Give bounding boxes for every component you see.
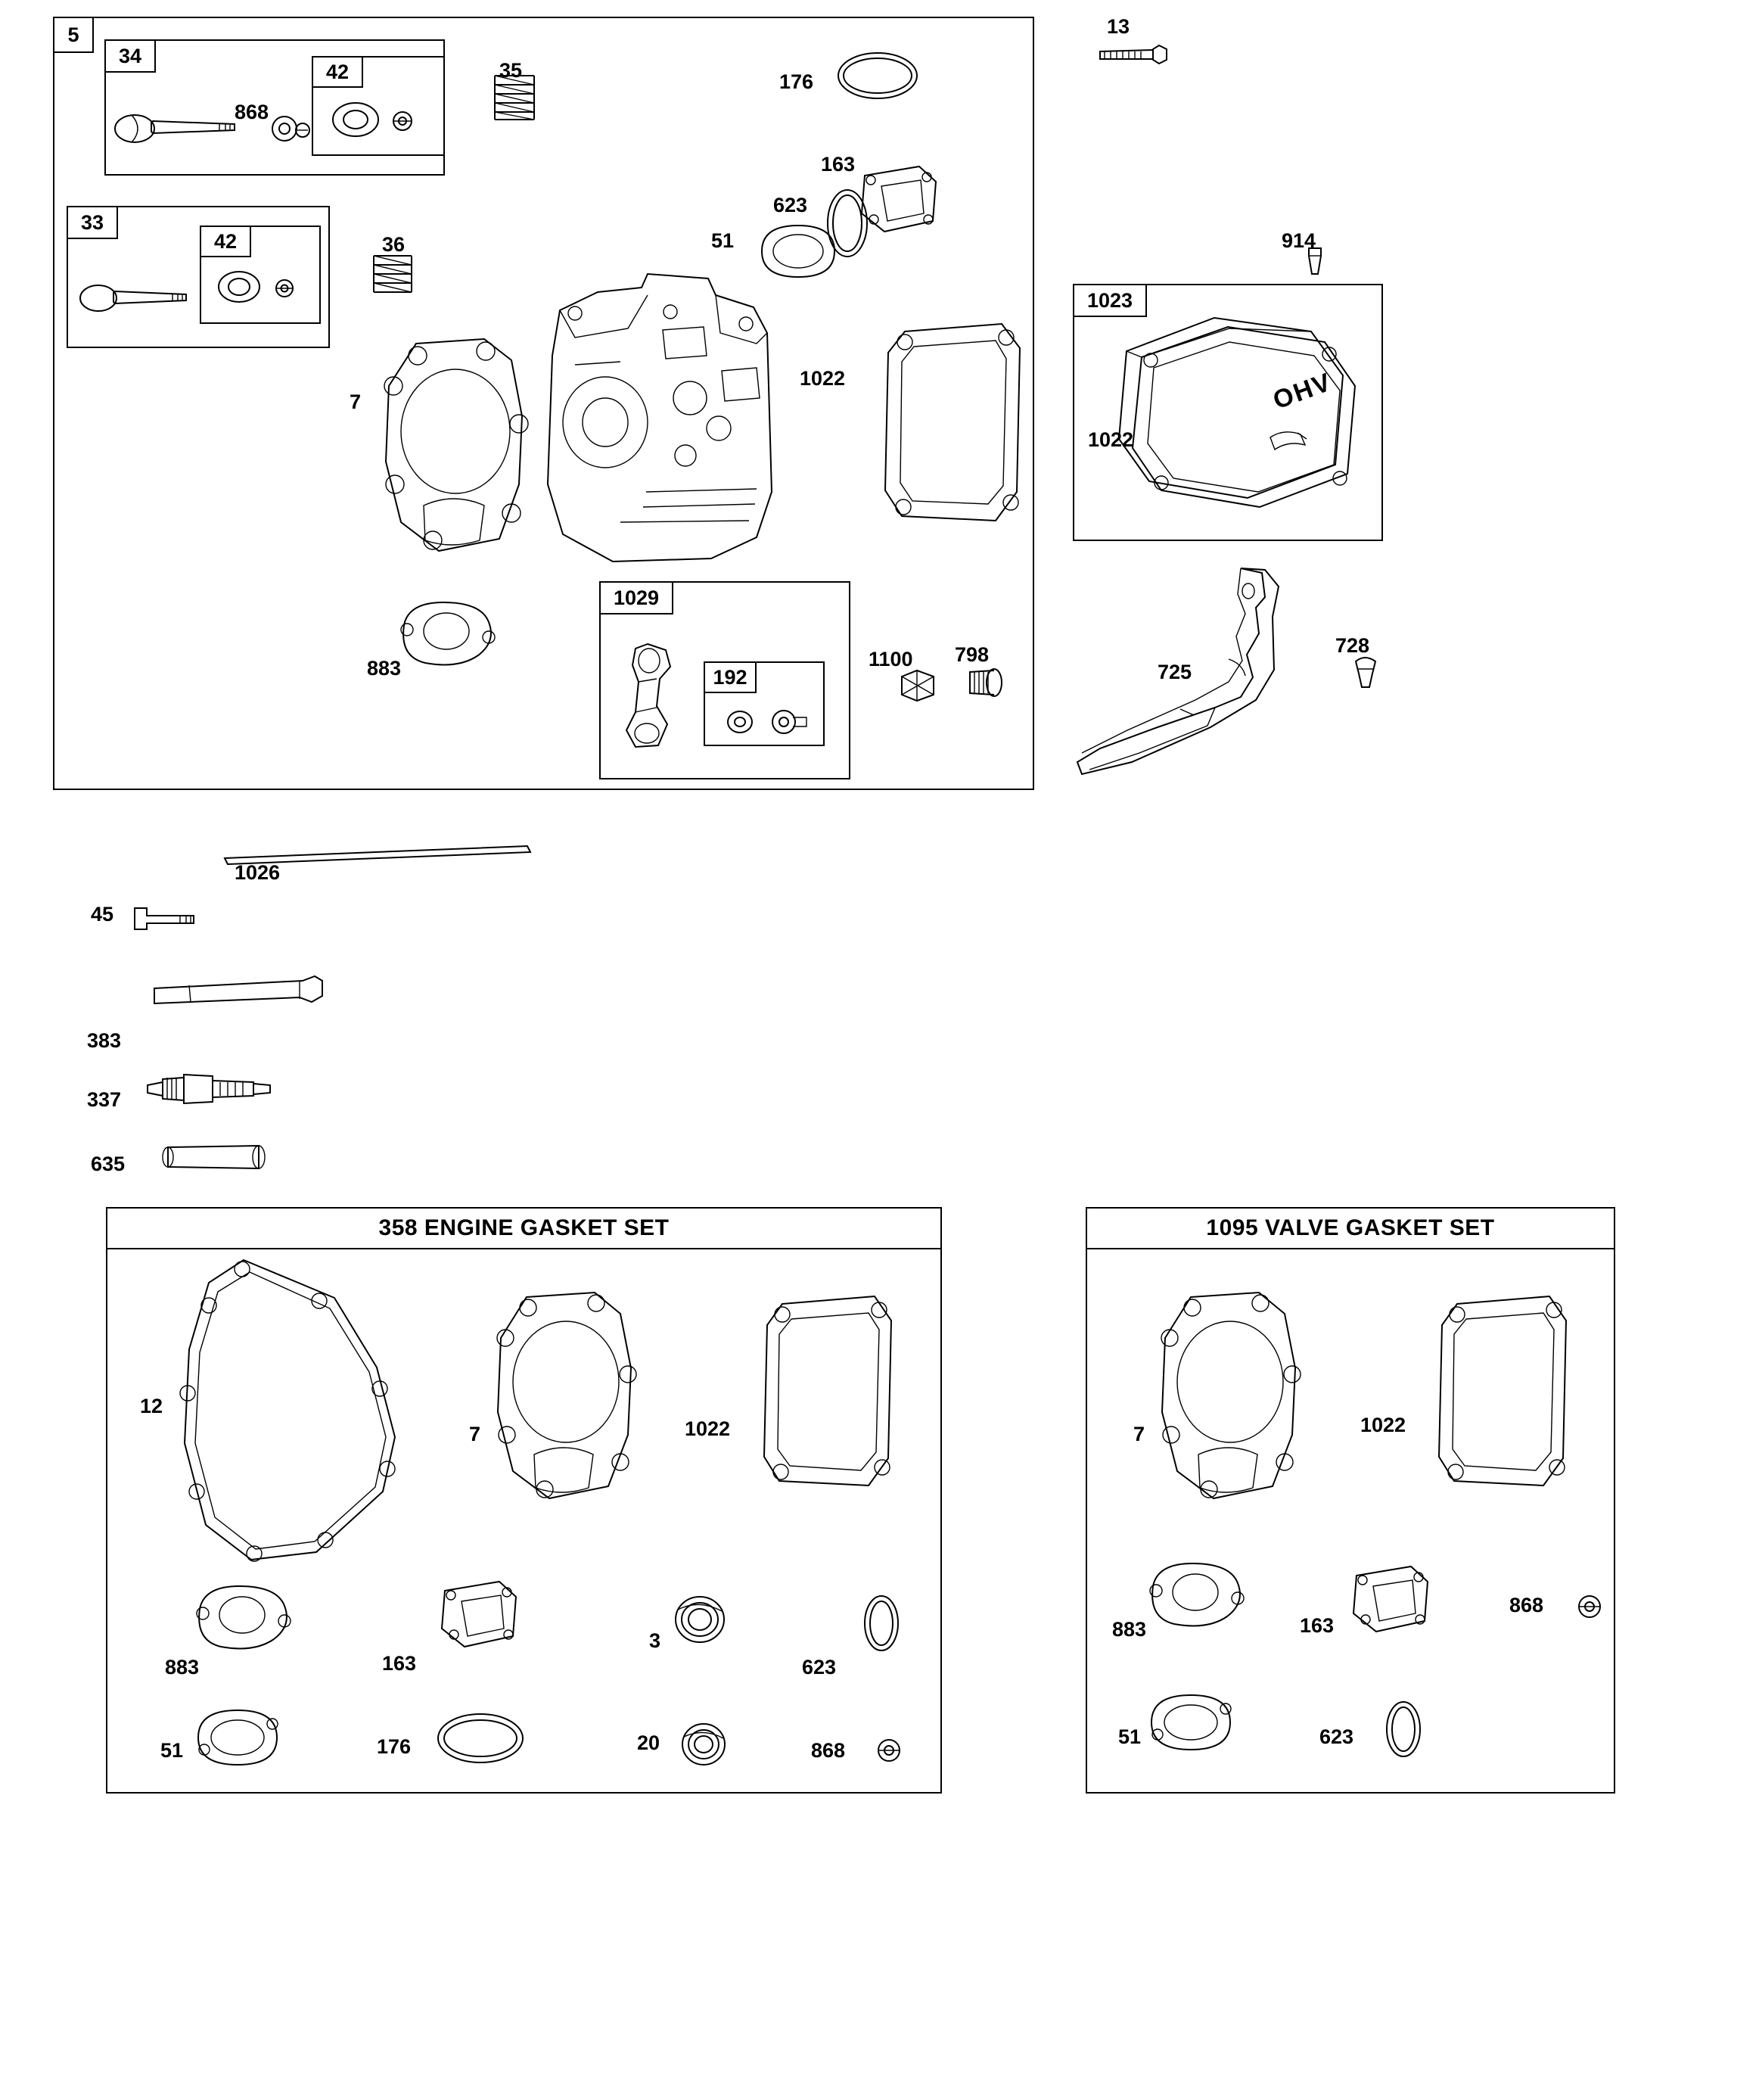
callout-176-set: 176 [377,1735,412,1758]
seal-623-set-art [855,1589,908,1657]
callout-798: 798 [955,643,990,666]
valve-cover-ohv-label: OHV [1269,367,1336,415]
callout-728: 728 [1335,634,1370,657]
callout-623-top: 623 [773,194,808,216]
spark-plug-337-art [140,1067,291,1112]
callout-868-valveset: 868 [1509,1594,1544,1616]
valve-seal-tag-a-label: 42 [325,60,350,83]
callout-7-top: 7 [350,390,362,413]
seal-623-valveset-art [1377,1695,1430,1763]
callout-163-top: 163 [821,153,856,176]
callout-868-top: 868 [235,101,269,123]
rocker-arm-tag-label: 1029 [613,586,660,609]
keeper-868-valveset-art [1572,1589,1607,1624]
oring-176-set-art [431,1706,530,1771]
nut-1100-art [891,664,944,707]
callout-883-set: 883 [165,1656,200,1678]
bolt-45-art [127,899,203,937]
oil-seal-20-art [673,1714,734,1775]
callout-13: 13 [1107,15,1130,38]
head-gasket-7-top-art [371,333,545,560]
callout-51-top: 51 [711,229,735,252]
gasket-51-set-art [189,1703,287,1775]
valve-cover-gasket-1022-set-art [757,1290,900,1495]
valve-gasket-set-title-label: 1095 VALVE GASKET SET [1206,1215,1495,1240]
callout-1022-head: 1022 [800,367,846,390]
callout-20: 20 [637,1731,660,1754]
callout-883-valveset: 883 [1112,1618,1147,1641]
valve-seal-tag-b [200,226,251,257]
valve-spring-36-art [365,250,421,303]
callout-1026: 1026 [235,861,281,884]
rocker-nut-tag [704,661,757,693]
head-gasket-7-set-art [484,1286,651,1506]
callout-383: 383 [87,1029,122,1052]
valve-cover-gasket-1022-valveset-art [1431,1290,1575,1495]
intake-valve-art [113,98,250,159]
callout-1022-cover: 1022 [1088,428,1134,451]
oring-176-art [832,45,923,106]
tube-383-art [144,969,333,1022]
callout-3: 3 [649,1629,661,1652]
callout-623-valveset: 623 [1319,1725,1354,1748]
callout-7-valveset: 7 [1133,1423,1145,1445]
callout-914: 914 [1282,229,1316,252]
callout-176-top: 176 [779,70,814,93]
callout-163-valveset: 163 [1300,1614,1335,1637]
callout-1022-valveset: 1022 [1360,1414,1406,1436]
callout-35: 35 [499,59,523,82]
oil-seal-3-art [666,1585,734,1654]
valve-cover-1023-art [1108,303,1381,515]
callout-635: 635 [91,1153,126,1175]
callout-868-set: 868 [811,1739,846,1762]
exhaust-valve-tag [67,206,118,239]
exhaust-valve-art [79,271,200,324]
callout-163-set: 163 [382,1652,417,1675]
callout-1022-set: 1022 [685,1417,731,1440]
gasket-163-set-art [431,1574,530,1657]
bolt-13-art [1089,39,1173,70]
valve-cover-tag-label: 1023 [1086,288,1133,312]
bolt-798-art [959,660,1012,705]
callout-623-set: 623 [802,1656,837,1678]
keeper-868-set-art [872,1733,906,1768]
sleeve-635-art [160,1138,281,1176]
valve-seal-a-art [327,95,433,144]
callout-12: 12 [140,1395,163,1417]
valve-seal-tag-b-label: 42 [213,229,238,253]
rocker-arm-1029-art [613,639,696,753]
callout-1100: 1100 [869,648,913,670]
valve-seal-tag-a [312,56,363,88]
callout-883-top: 883 [367,657,402,680]
valve-cover-gasket-1022-top-art [878,318,1029,530]
exhaust-valve-tag-label: 33 [80,210,104,234]
rocker-arm-tag [599,581,673,614]
intake-valve-tag [104,39,156,73]
gasket-883-set-art [189,1582,299,1650]
engine-gasket-set-title [106,1207,942,1249]
engine-gasket-set-title-label: 358 ENGINE GASKET SET [378,1215,670,1240]
gasket-883-top-art [393,598,503,666]
callout-725: 725 [1158,661,1192,683]
valve-keeper-868-art [266,110,312,148]
gasket-51-valveset-art [1142,1688,1241,1759]
gasket-163-valveset-art [1343,1559,1441,1642]
callout-337: 337 [87,1088,122,1111]
main-group-tag [53,17,94,53]
callout-51-valveset: 51 [1118,1725,1142,1748]
callout-36: 36 [382,233,406,256]
rivet-728-art [1347,652,1385,695]
callout-51-set: 51 [160,1739,184,1762]
callout-7-set: 7 [469,1423,481,1445]
cylinder-head-casting-art [530,265,810,583]
intake-valve-tag-label: 34 [118,44,142,67]
head-gasket-7-valveset-art [1148,1286,1315,1506]
callout-45: 45 [91,903,114,926]
crankcase-gasket-12-art [160,1252,418,1570]
gasket-883-valveset-art [1142,1559,1252,1627]
valve-seal-b-art [213,263,312,310]
main-group-tag-label: 5 [67,23,79,46]
valve-gasket-set-title [1086,1207,1615,1249]
rocker-nut-tag-label: 192 [713,665,747,689]
rocker-nut-192-art [717,701,816,743]
